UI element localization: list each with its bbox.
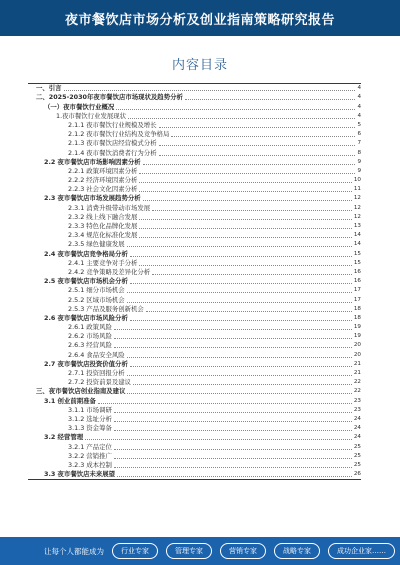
toc-entry[interactable] (28, 323, 361, 332)
toc-dot-leader (127, 393, 351, 394)
toc-dot-leader (130, 256, 352, 257)
toc-page-number: 13 (353, 223, 361, 229)
toc-entry[interactable] (28, 314, 361, 323)
footer-pill: 营销专家 (220, 543, 266, 559)
toc-entry[interactable] (28, 286, 361, 295)
toc-page-number: 12 (353, 195, 361, 202)
toc-entry[interactable] (28, 277, 361, 286)
toc-entry-title: 2.7.1 投资回报分析 (68, 369, 125, 377)
toc-entry[interactable] (28, 176, 361, 185)
toc-entry[interactable] (28, 213, 361, 222)
toc-entry-title: 2.3.3 特色化品牌化发展 (68, 222, 138, 230)
toc-dot-leader (159, 155, 356, 156)
toc-page-number: 20 (353, 342, 361, 349)
toc-entry-title: 2.5.3 产品及服务创新机会 (68, 304, 144, 313)
footer-tagline: 让每个人都能成为 (44, 546, 104, 556)
toc-entry[interactable] (28, 148, 361, 157)
toc-entry-title: 2.3.5 绿色健康发展 (68, 240, 125, 249)
toc-entry[interactable] (28, 396, 361, 405)
toc-page-number: 20 (353, 351, 361, 358)
toc-entry[interactable] (28, 158, 361, 167)
footer-pill: 管理专家 (166, 543, 212, 559)
toc-dot-leader (146, 311, 352, 312)
toc-page-number: 10 (353, 177, 361, 184)
toc-entry-title: 2.1.1 夜市餐饮行业规模及增长 (68, 120, 157, 129)
toc-page-number: 9 (357, 158, 361, 165)
toc-dot-leader (143, 164, 356, 165)
toc-entry-title: 2.6 夜市餐饮店市场风险分析 (44, 313, 128, 322)
toc-entry-title: 二、2025-2030年夜市餐饮店市场现状及趋势分析 (36, 93, 183, 102)
toc-dot-leader (139, 173, 355, 174)
toc-entry[interactable] (28, 268, 361, 277)
toc-entry-title: 3.3 夜市餐饮店未来展望 (44, 470, 116, 479)
table-of-contents (28, 83, 361, 480)
toc-entry-title: 2.5.1 细分市场机会 (68, 286, 125, 295)
toc-entry-title: 2.3.2 线上线下融合发展 (68, 212, 138, 221)
toc-entry[interactable] (28, 93, 361, 102)
toc-page-number: 6 (357, 131, 361, 138)
toc-entry-title: 2.6.3 经营风险 (68, 341, 112, 350)
toc-dot-leader (117, 476, 352, 477)
toc-dot-leader (114, 430, 352, 431)
toc-page-number: 5 (357, 121, 361, 128)
toc-page-number: 15 (353, 250, 361, 257)
toc-entry-title: 3.2.1 产品定位 (68, 442, 112, 451)
footer-banner (0, 537, 400, 565)
toc-entry[interactable] (28, 295, 361, 304)
toc-entry-title: 3.2.3 成本控制 (68, 460, 112, 469)
toc-entry-title: 2.6.1 政策风险 (68, 323, 112, 332)
toc-dot-leader (139, 237, 351, 238)
toc-page-number: 25 (353, 461, 361, 468)
toc-entry-title: 3.2 经营管理 (44, 433, 84, 442)
toc-list (28, 84, 361, 479)
toc-page-number: 23 (353, 406, 361, 413)
report-header (0, 0, 400, 36)
toc-entry[interactable] (28, 185, 361, 194)
toc-dot-leader (64, 90, 356, 91)
toc-dot-leader (116, 109, 355, 110)
toc-page-number: 25 (353, 443, 361, 450)
toc-page-number: 16 (353, 278, 361, 285)
toc-entry[interactable] (28, 360, 361, 369)
toc-dot-leader (130, 283, 352, 284)
footer-pill: 行业专家 (112, 543, 158, 559)
toc-dot-leader (139, 219, 351, 220)
toc-entry[interactable] (28, 305, 361, 314)
toc-entry-title: 2.6.4 食品安全风险 (68, 350, 125, 359)
toc-entry-title: 3.2.2 营销推广 (68, 451, 112, 460)
toc-dot-leader (114, 412, 352, 413)
toc-page-number: 22 (353, 379, 361, 386)
toc-entry[interactable] (28, 84, 361, 93)
toc-entry-title: 3.1.1 市场调研 (68, 405, 112, 414)
toc-entry[interactable] (28, 452, 361, 461)
toc-entry[interactable] (28, 203, 361, 212)
toc-dot-leader (139, 228, 351, 229)
toc-dot-leader (114, 329, 352, 330)
toc-entry-title: 2.3 夜市餐饮店市场发展趋势分析 (44, 194, 141, 203)
toc-page-number: 11 (353, 186, 361, 193)
toc-page-number: 15 (353, 259, 361, 266)
toc-entry-title: 2.3.4 规范化标准化发展 (68, 231, 138, 240)
toc-dot-leader (171, 136, 355, 137)
toc-dot-leader (114, 458, 352, 459)
toc-entry-title: 2.1.2 夜市餐饮行业结构及竞争格局 (68, 130, 170, 139)
toc-page-number: 24 (353, 425, 361, 432)
footer-pill: 战略专家 (274, 543, 320, 559)
toc-entry-title: 三、夜市餐饮店创业指南及建议 (36, 387, 126, 396)
toc-entry-title: 2.6.2 市场风险 (68, 332, 112, 341)
toc-bottom-rule (28, 479, 361, 480)
toc-dot-leader (127, 357, 352, 358)
toc-entry-title: 2.5.2 区域市场机会 (68, 295, 125, 304)
toc-entry[interactable] (28, 259, 361, 268)
toc-dot-leader (133, 384, 352, 385)
report-title: 夜市餐饮店市场分析及创业指南策略研究报告 (64, 12, 335, 28)
toc-page-number: 4 (357, 85, 361, 92)
toc-page-number: 24 (353, 415, 361, 422)
toc-page-number: 19 (353, 333, 361, 340)
toc-entry[interactable] (28, 130, 361, 139)
toc-page-number: 19 (353, 324, 361, 331)
toc-dot-leader (185, 99, 356, 100)
toc-dot-leader (139, 191, 351, 192)
toc-entry[interactable] (28, 231, 361, 240)
toc-dot-leader (130, 320, 352, 321)
toc-entry-title: 2.2.1 政策环境因素分析 (68, 166, 138, 175)
toc-entry[interactable] (28, 121, 361, 130)
toc-entry[interactable] (28, 249, 361, 258)
toc-entry-title: 2.3.1 消费升级带动市场发展 (68, 203, 151, 212)
toc-dot-leader (139, 265, 351, 266)
toc-dot-leader (152, 210, 352, 211)
toc-entry[interactable] (28, 378, 361, 387)
toc-entry[interactable] (28, 415, 361, 424)
toc-dot-leader (127, 302, 352, 303)
footer-pill: 成功企业家…… (328, 543, 395, 559)
toc-page-number: 4 (357, 94, 361, 101)
toc-entry-title: 1.夜市餐饮行业发展现状 (56, 111, 127, 120)
toc-entry-title: 2.2 夜市餐饮店市场影响因素分析 (44, 157, 141, 166)
toc-entry-title: 2.4 夜市餐饮店竞争格局分析 (44, 249, 128, 258)
toc-dot-leader (127, 246, 352, 247)
toc-dot-leader (152, 274, 352, 275)
toc-entry[interactable] (28, 139, 361, 148)
toc-entry[interactable] (28, 424, 361, 433)
toc-page-number: 22 (353, 388, 361, 395)
toc-page-number: 21 (353, 370, 361, 376)
toc-entry-title: 2.4.2 竞争策略及差异化分析 (68, 267, 151, 276)
toc-dot-leader (130, 366, 352, 367)
toc-page-number: 12 (353, 213, 361, 220)
toc-dot-leader (114, 421, 352, 422)
toc-entry-title: 2.2.2 经济环境因素分析 (68, 176, 138, 185)
toc-entry[interactable] (28, 240, 361, 249)
toc-entry-title: 3.1 创业前期准备 (44, 396, 96, 405)
toc-page-number: 25 (353, 452, 361, 459)
toc-entry[interactable] (28, 332, 361, 341)
toc-dot-leader (114, 449, 352, 450)
toc-page-number: 23 (353, 397, 361, 404)
toc-entry[interactable] (28, 387, 361, 396)
toc-entry[interactable] (28, 341, 361, 350)
toc-page-number: 26 (353, 471, 361, 478)
toc-entry-title: 2.7 夜市餐饮店投资价值分析 (44, 359, 128, 368)
toc-entry[interactable] (28, 470, 361, 479)
toc-page-number: 12 (353, 204, 361, 211)
toc-entry-title: 3.1.3 资金筹备 (68, 424, 112, 433)
toc-dot-leader (114, 338, 352, 339)
toc-entry-title: 2.2.3 社会文化因素分析 (68, 185, 138, 194)
toc-dot-leader (159, 127, 356, 128)
toc-page-number: 4 (357, 103, 361, 110)
toc-entry[interactable] (28, 167, 361, 176)
toc-page-number: 24 (353, 434, 361, 441)
toc-dot-leader (98, 403, 352, 404)
toc-page-number: 8 (357, 149, 361, 156)
toc-page-number: 21 (353, 360, 361, 367)
toc-entry[interactable] (28, 194, 361, 203)
toc-entry[interactable] (28, 112, 361, 121)
toc-entry-title: 2.7.2 投资前景及建议 (68, 378, 132, 387)
toc-dot-leader (139, 182, 351, 183)
toc-entry[interactable] (28, 102, 361, 111)
toc-entry-title: 2.1.4 夜市餐饮消费者行为分析 (68, 148, 157, 157)
toc-page-number: 4 (357, 112, 361, 119)
toc-page-number: 18 (353, 314, 361, 321)
toc-entry[interactable] (28, 406, 361, 415)
toc-dot-leader (114, 347, 352, 348)
toc-page-number: 17 (353, 287, 361, 294)
toc-dot-leader (128, 118, 355, 119)
toc-entry[interactable] (28, 222, 361, 231)
toc-page-number: 16 (353, 268, 361, 275)
toc-dot-leader (159, 145, 356, 146)
toc-entry-title: 3.1.2 选址分析 (68, 414, 112, 423)
toc-entry[interactable] (28, 433, 361, 442)
toc-page-number: 9 (357, 167, 361, 174)
toc-entry[interactable] (28, 369, 361, 378)
toc-dot-leader (114, 467, 352, 468)
toc-page-number: 17 (353, 296, 361, 303)
toc-entry-title: 2.5 夜市餐饮店市场机会分析 (44, 277, 128, 286)
toc-page-number: 7 (357, 140, 361, 147)
toc-entry[interactable] (28, 461, 361, 470)
toc-entry-title: 一、引言 (36, 84, 62, 93)
toc-heading: 内容目录 (171, 58, 228, 73)
toc-entry[interactable] (28, 442, 361, 451)
toc-entry-title: （一）夜市餐饮行业概况 (44, 102, 115, 111)
toc-dot-leader (143, 200, 352, 201)
toc-dot-leader (127, 292, 352, 293)
toc-dot-leader (85, 439, 352, 440)
toc-page-number: 14 (353, 241, 361, 248)
toc-dot-leader (127, 375, 352, 376)
toc-page-number: 14 (353, 232, 361, 239)
toc-page-number: 18 (353, 305, 361, 312)
toc-entry-title: 2.4.1 主要竞争对手分析 (68, 258, 138, 267)
toc-entry[interactable] (28, 350, 361, 359)
toc-entry-title: 2.1.3 夜市餐饮店经营模式分析 (68, 139, 157, 148)
